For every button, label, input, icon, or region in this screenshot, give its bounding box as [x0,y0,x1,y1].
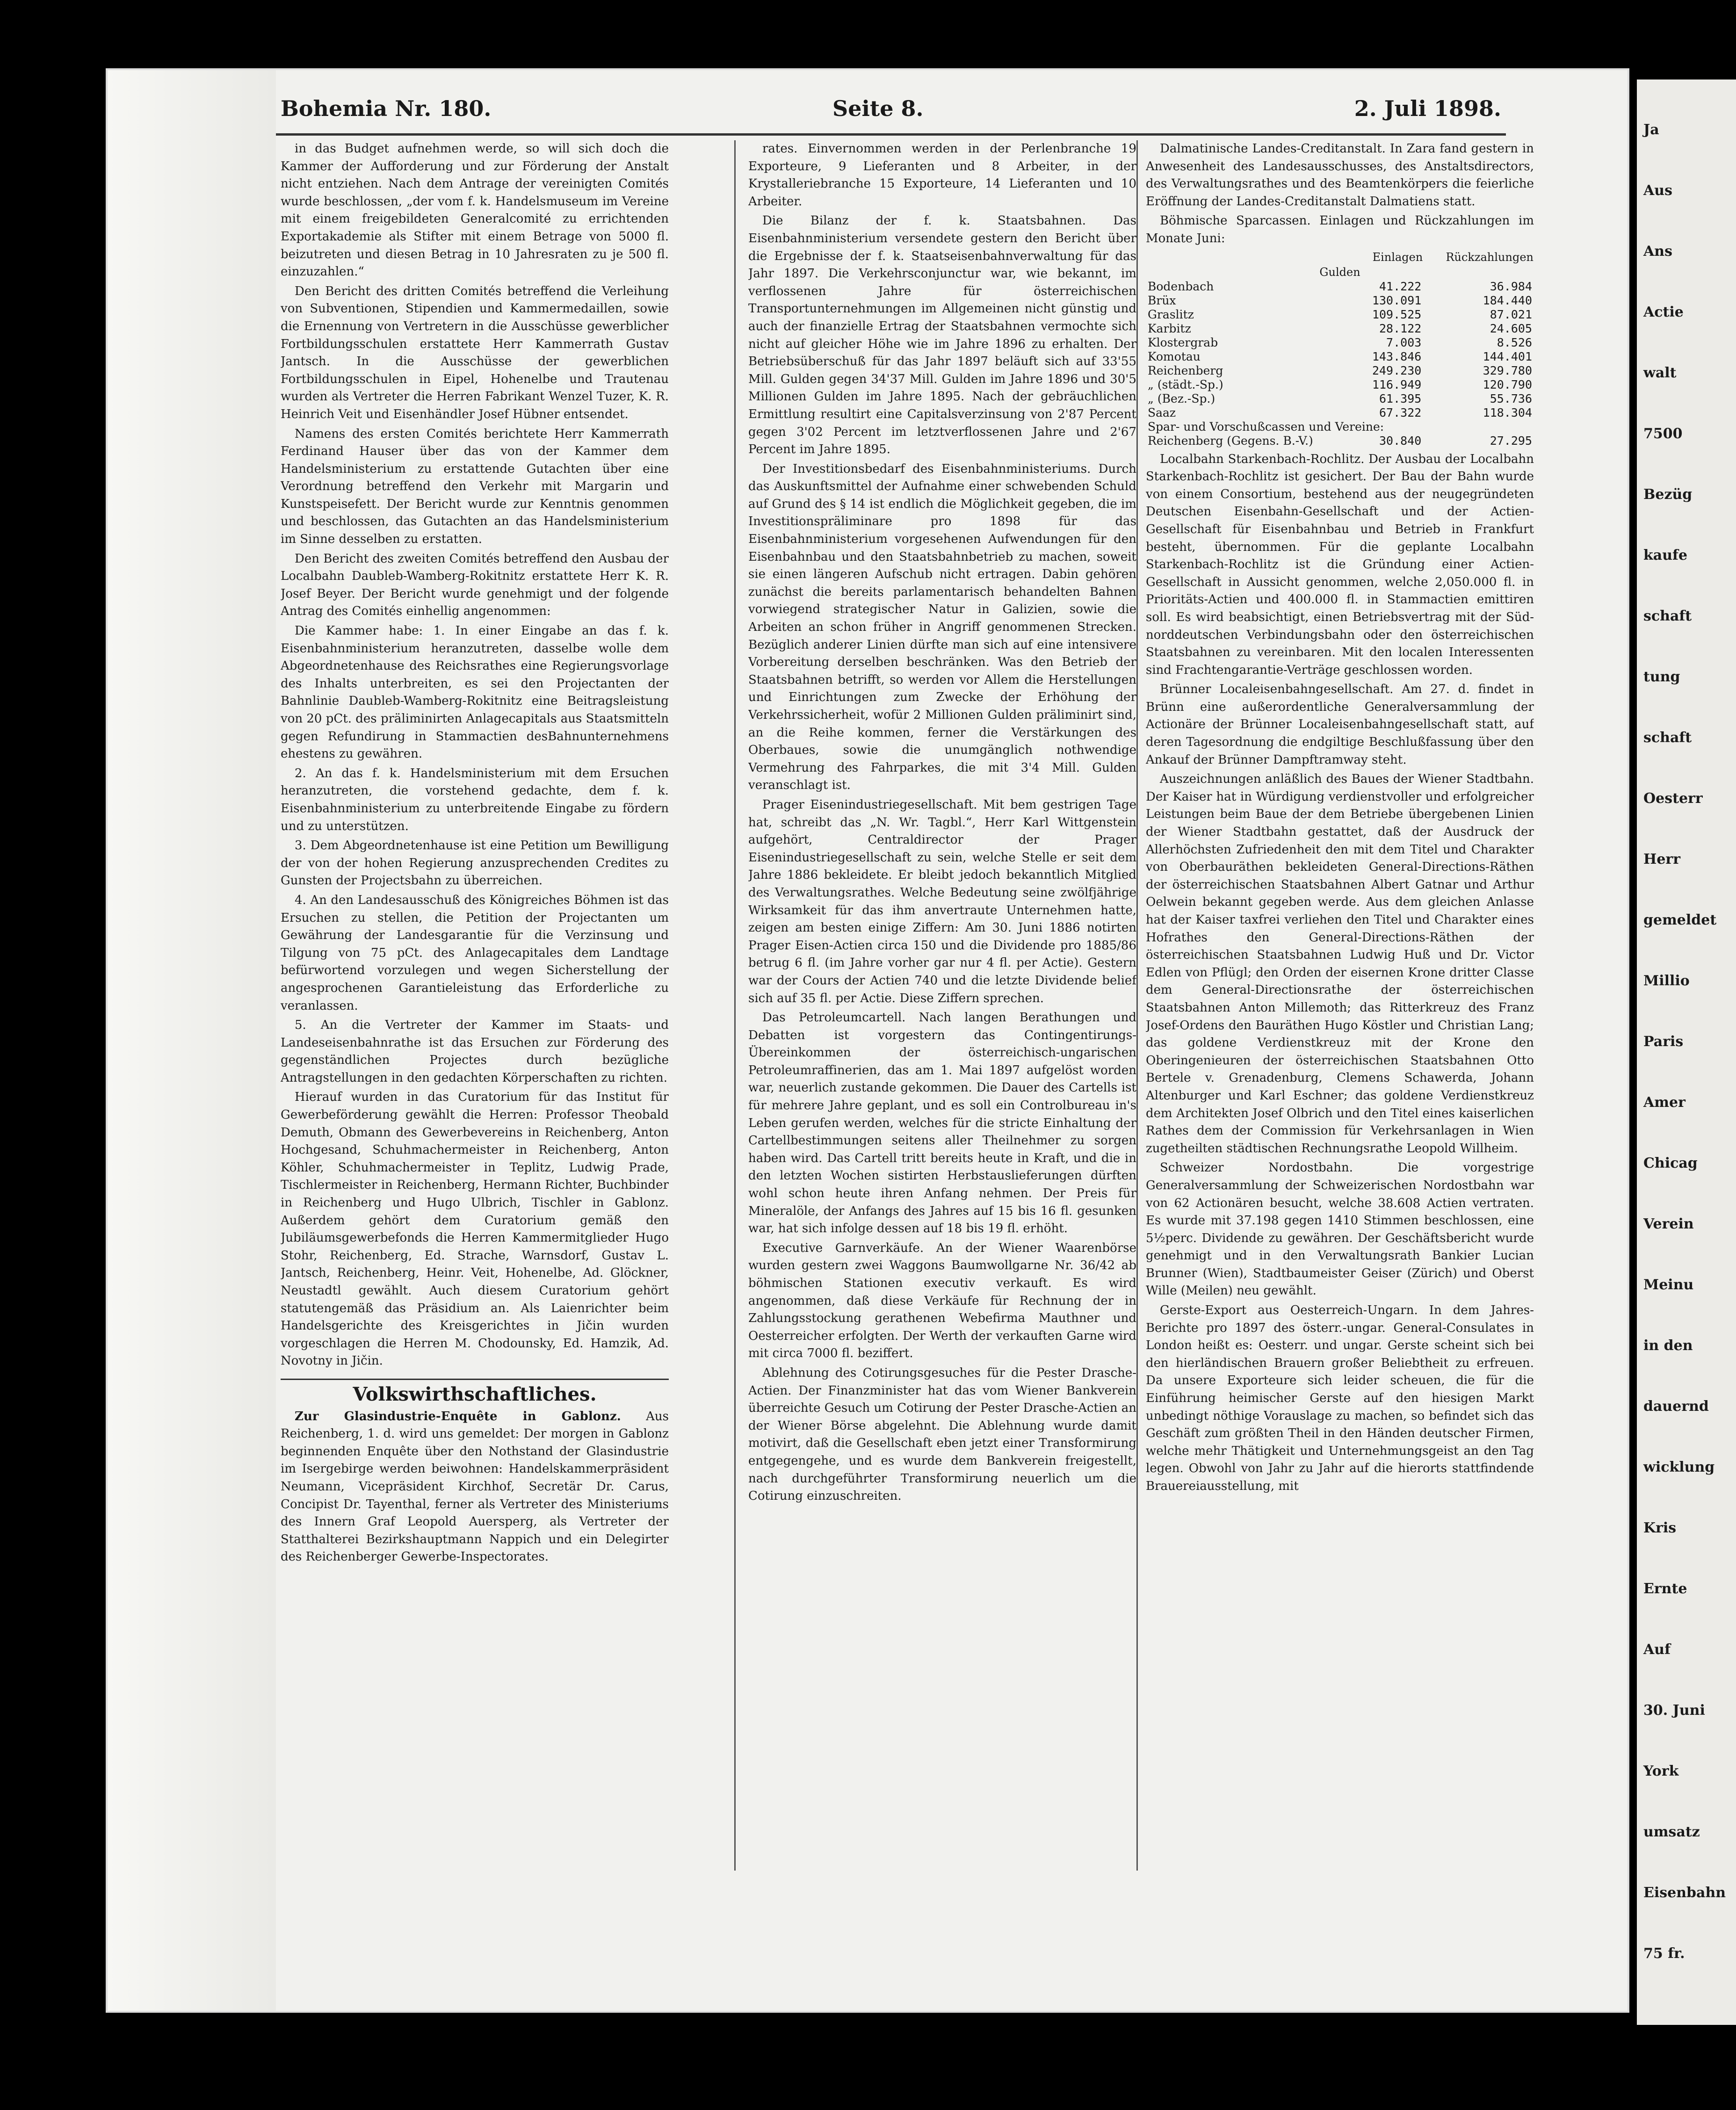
adjacent-page-fragment: Meinu [1643,1277,1694,1293]
adjacent-page-fragment: Oesterr [1643,790,1703,807]
table-cell: 249.230 [1372,363,1422,377]
adjacent-page-fragment: Auf [1643,1641,1671,1658]
header-issue: Bohemia Nr. 180. [281,96,492,121]
paragraph: 5. An die Vertreter der Kammer im Staats- und Landeseisenbahnrathe ist das Ersuchen zur Förderung des gegenständlichen Projectes durch bezügliche Antragstellungen in den gedachten Körperschaften zu richten. [281,1018,669,1085]
paragraph: 4. An den Landesausschuß des Königreiches Böhmen ist das Ersuchen zu stellen, die Petition der Projectanten um Gewährung der Landesgarantie für die Verzinsung und Tilgung von 75 pCt. des Anlagecapitales dem Landtage befürwortend vorzulegen und wegen Sicherstellung der angesprochenen Garantieleistung das Erforderliche zu veranlassen. [281,893,669,1013]
paragraph: Executive Garnverkäufe. An der Wiener Waarenbörse wurden gestern zwei Waggons Baumwollgarne Nr. 36/42 ab böhmischen Stationen executiv verkauft. Es wird angenommen, daß diese Verkäufe für Rechnung der in Zahlungsstockung gerathenen Webefirma Mauthner und Oesterreicher erfolgten. Der Werth der verkauften Garne wird mit circa 7000 fl. beziffert. [748,1241,1136,1361]
paragraph: Namens des ersten Comités berichtete Herr Kammerrath Ferdinand Hauser über das von der Kammer dem Handelsministerium zu erstattende Gutachten über eine Verordnung betreffend den Verkehr mit Margarin und Kunstspeisefett. Der Bericht wurde zur Kenntnis genommen und beschlossen, das Gutachten an das Handelsministerium im Sinne desselben zu erstatten. [281,426,669,547]
adjacent-page-fragment: walt [1643,365,1677,381]
table-cell: 120.790 [1483,377,1532,391]
table-row [1146,294,1534,308]
adjacent-page-fragment: schaft [1643,608,1692,624]
table-header-cell: Rückzahlungen [1446,250,1533,264]
table-cell: „ (städt.-Sp.) [1148,377,1223,391]
table-cell: 7.003 [1386,335,1422,349]
header-date: 2. Juli 1898. [1354,96,1501,121]
paragraph: Den Bericht des zweiten Comités betreffend den Ausbau der Localbahn Daubleb-Wamberg-Rokitnitz erstattete Herr K. R. Josef Beyer. Der Bericht wurde genehmigt und der folgende Antrag des Comités einhellig angenommen: [281,551,669,619]
table-row [1146,406,1534,420]
table-subheading-row [1146,420,1534,434]
adjacent-page-fragment: wicklung [1643,1459,1715,1475]
paragraph: Auszeichnungen anläßlich des Baues der Wiener Stadtbahn. Der Kaiser hat in Würdigung verdienstvoller und erfolgreicher Leistungen beim Baue der dem Betriebe übergebenen Linien der Wiener Stadtbahn gestattet, daß der Ausdruck der Allerhöchsten Zufriedenheit den mit dem Titel und Charakter von Oberbauräthen bekleideten General-Directions-Räthen der österreichischen Staatsbahnen Albert Gatnar und Arthur Oelwein bekannt gegeben werde. Aus dem gleichen Anlasse hat der Kaiser taxfrei verliehen den Titel und Charakter eines Hofrathes den General-Directions-Räthen der österreichischen Staatsbahnen Ludwig Huß und Dr. Victor Edlen von Pflügl; den Orden der eisernen Krone dritter Classe dem General-Directionsrathe der österreichischen Staatsbahnen Anton Millemoth; das Ritterkreuz des Franz Josef-Ordens den Bauräthen Hugo Köstler und Christian Lang; das goldene Verdienstkreuz mit der Krone den Oberingenieuren der österreichischen Staatsbahnen Otto Bertele v. Grenadenburg, Clemens Schawerda, Johann Altenburger und Karl Eschner; das goldene Verdienstkreuz dem Architekten Josef Olbrich und den Titel eines kaiserlichen Rathes dem der Commission für Verkehrsanlagen in Wien zugetheilten städtischen Rechnungsrathe Leopold Willheim. [1146,772,1534,1156]
adjacent-page-fragment: 30. Juni [1643,1702,1705,1719]
table-body [1146,280,1534,448]
table-row [1146,364,1534,378]
column-3-paragraphs [1146,451,1534,1496]
adjacent-page-fragment: Verein [1643,1216,1694,1232]
paragraph: Gerste-Export aus Oesterreich-Ungarn. In dem Jahres-Berichte pro 1897 des österr.-ungar. General-Consulates in London heißt es: Oesterr. und ungar. Gerste scheint sich bei den hierländischen Brauern großer Beliebtheit zu erfreuen. Da unsere Exporteure sich leider scheuen, die für die Einführung heimischer Gerste auf den hiesigen Markt unbedingt nöthige Vorauslage zu machen, so befindet sich das Geschäft zum größten Theil in den Händen deutscher Firmen, welche mehr Thätigkeit und Unternehmungsgeist an den Tag legen. Obwohl von Jahr zu Jahr auf die hierorts stattfindende Brauereiausstellung, mit [1146,1303,1534,1493]
adjacent-page-fragment: Aus [1643,182,1672,199]
adjacent-page-fragment: schaft [1643,730,1692,746]
adjacent-page-fragment: Ans [1643,243,1672,260]
adjacent-page-fragment: Eisenbahn [1643,1885,1726,1901]
table-header-cell [1146,250,1357,265]
table-header-cell: Einlagen [1372,250,1423,264]
table-row [1146,322,1534,336]
table-cell: 118.304 [1483,405,1532,419]
header-page-number: Seite 8. [832,96,924,121]
table-row [1146,308,1534,322]
adjacent-page-fragment: Paris [1643,1033,1684,1050]
table-cell: Klostergrab [1148,335,1218,349]
article-headline: Zur Glasindustrie-Enquête in Gablonz. [295,1409,621,1424]
adjacent-page-edge [1637,79,1736,2025]
table-row [1146,336,1534,350]
adjacent-page-fragment: Bezüg [1643,486,1693,503]
table-cell: 329.780 [1483,363,1532,377]
adjacent-page-fragment: Chicag [1643,1155,1698,1171]
table-cell: Reichenberg [1148,363,1223,377]
table-row [1146,434,1534,448]
adjacent-page-fragment: kaufe [1643,547,1688,564]
column-rule-1 [734,140,736,1871]
sparcassen-table [1146,250,1534,448]
paragraph: Ablehnung des Cotirungsgesuches für die Pester Drasche-Actien. Der Finanzminister hat das vom Wiener Bankverein überreichte Gesuch um Cotirung der Pester Drasche-Actien an der Wiener Börse abgelehnt. Die Ablehnung wurde damit motivirt, daß die Gesellschaft eben jetzt einer Transformirung entgegengehe, und es wurde dem Bankverein freigestellt, nach durchgeführter Transformirung neuerlich um die Cotirung einzuschreiten. [748,1366,1136,1503]
section-title: Volkswirthschaftliches. [281,1379,669,1403]
adjacent-page-fragment: Ja [1643,122,1659,138]
table-row [1146,392,1534,406]
adjacent-page-fragment: York [1643,1763,1679,1779]
table-cell: 144.401 [1483,349,1532,363]
adjacent-page-fragment: Kris [1643,1520,1677,1536]
article-text: Aus Reichenberg, 1. d. wird uns gemeldet: Der morgen in Gablonz beginnenden Enquête über den Nothstand der Glasindustrie im Isergebirge werden beiwohnen: Handelskammerpräsident Neumann, Vicepräsident Kirchhof, Secretär Dr. Carus, Concipist Dr. Tayenthal, ferner als Vertreter des Ministeriums des Innern Graf Leopold Auersperg, als Vertreter der Statthalterei Bezirkshauptmann Nappich und ein Delegirter des Reichenberger Gewerbe-Inspectorates. [281,1409,669,1564]
paragraph: Prager Eisenindustriegesellschaft. Mit bem gestrigen Tage hat, schreibt das „N. Wr. Tagbl.“, Herr Karl Wittgenstein aufgehört, Centraldirector der Prager Eisenindustriegesellschaft zu sein, welche Stelle er seit dem Jahre 1886 bekleidete. Er bleibt jedoch bekanntlich Mitglied des Verwaltungsrathes. Welche Bedeutung seine zwölfjährige Wirksamkeit für das ihm anvertraute Unternehmen hatte, zeigen am besten einige Ziffern: Am 30. Juni 1886 notirten Prager Eisen-Actien circa 150 und die Dividende pro 1885/86 betrug 6 fl. (im Jahre vorher gar nur 4 fl. per Actie). Gestern war der Cours der Actien 740 und die letzte Dividende belief sich auf 35 fl. per Actie. Diese Ziffern sprechen. [748,797,1136,1005]
paragraph: Hierauf wurden in das Curatorium für das Institut für Gewerbeförderung gewählt die Herren: Professor Theobald Demuth, Obmann des Gewerbevereins in Reichenberg, Anton Hochgesand, Schuhmachermeister in Reichenberg, Anton Köhler, Schuhmachermeister in Teplitz, Ludwig Prade, Tischlermeister in Reichenberg, Hermann Richter, Buchbinder in Reichenberg und Hugo Ulbrich, Tischler in Gablonz. Außerdem gehört dem Curatorium gemäß den Jubiläumsgewerbefonds die Herren Kammermitglieder Hugo Stohr, Reichenberg, Ed. Strache, Warnsdorf, Gustav L. Jantsch, Reichenberg, Heinr. Veit, Hohenelbe, Ad. Glöckner, Neustadtl gewählt. Auch diesem Curatorium gehört statutengemäß das Präsidium an. Als Laienrichter beim Handelsgerichte des Kreisgerichtes in Jičin wurden vorgeschlagen die Herren M. Chodounsky, Ed. Hamzik, Ad. Novotny in Jičin. [281,1090,669,1368]
table-cell: 184.440 [1483,293,1532,307]
adjacent-page-fragment: 7500 [1643,426,1683,442]
table-header-row [1146,250,1534,265]
adjacent-page-fragment: Millio [1643,973,1690,989]
table-cell: 24.605 [1490,321,1532,335]
paragraph: rates. Einvernommen werden in der Perlenbranche 19 Exporteure, 9 Lieferanten und 8 Arbeiter, in der Krystalleriebranche 15 Exporteure, 14 Lieferanten und 10 Arbeiter. [748,142,1136,209]
table-cell: Saaz [1148,405,1176,419]
table-cell: 27.295 [1490,434,1532,448]
page-margin-fold [108,70,276,2011]
paragraph: Localbahn Starkenbach-Rochlitz. Der Ausbau der Localbahn Starkenbach-Rochlitz ist gesichert. Der Bau der Bahn wurde von einem Consortium, bestehend aus der neugegründeten Deutschen Eisenbahn-Gesellschaft und der Actien-Gesellschaft für Eisenbahnbau und Betrieb in Frankfurt besteht, übernommen. Für die geplante Localbahn Starkenbach-Rochlitz ist die Gründung einer Actien-Gesellschaft in Aussicht genommen, welche 2,050.000 fl. in Prioritäts-Actien und 400.000 fl. in Stammactien emittiren soll. Es wird beabsichtigt, einen Betriebsvertrag mit der Süd-norddeutschen Verbindungsbahn oder den österreichischen Staatsbahnen zu vereinbaren. Mit den localen Interessenten sind Frachtengarantie-Verträge geschlossen worden. [1146,452,1534,677]
table-cell: 87.021 [1490,307,1532,321]
table-cell: 8.526 [1497,335,1532,349]
paragraph: Schweizer Nordostbahn. Die vorgestrige Generalversammlung der Schweizerischen Nordostbahn war von 62 Actionären besucht, welche 38.608 Actien vertraten. Es wurde mit 37.198 gegen 1410 Stimmen beschlossen, eine 5½perc. Dividende zu gewähren. Der Geschäftsbericht wurde genehmigt und in den Verwaltungsrath Bankier Lucian Brunner (Wien), Stadtbaumeister Geiser (Zürich) und Oberst Wille (Meilen) neu gewählt. [1146,1161,1534,1298]
table-cell: Brüx [1148,293,1176,307]
column-1-paragraphs [281,140,669,1370]
table-cell: 143.846 [1372,349,1422,363]
adjacent-page-fragments [1637,120,1736,1964]
paragraph: Der Investitionsbedarf des Eisenbahnministeriums. Durch das Auskunftsmittel der Aufnahme einer schwebenden Schuld auf Grund des § 14 ist endlich die Möglichkeit gegeben, die im Investitionspräliminare pro 1898 für das Eisenbahnministerium vorgesehenen Aufwendungen für den Eisenbahnbau und den Staatsbahnbetrieb zu machen, soweit sie einen längeren Aufschub nicht ertragen. Dabin gehören zunächst die bereits parlamentarisch behandelten Bahnen vorwiegend strategischer Natur in Galizien, sowie die Arbeiten an schon früher in Angriff genommenen Strecken. Bezüglich anderer Linien dürfte man sich auf eine intensivere Vorbereitung derselben beschränken. Was den Betrieb der Staatsbahnen betrifft, so werden vor Allem die Herstellungen und Einrichtungen zum Zwecke der Erhöhung der Verkehrssicherheit, wofür 2 Millionen Gulden präliminirt sind, an die Reihe kommen, ferner die Verstärkungen des Oberbaues, sowie die unumgänglich nothwendige Vermehrung des Fahrparkes, die mit 3'4 Mill. Gulden veranschlagt ist. [748,462,1136,793]
page-header [276,96,1506,136]
column-2-paragraphs [748,140,1136,1505]
table-cell: 36.984 [1490,279,1532,293]
table-cell: 41.222 [1379,279,1422,293]
adjacent-page-fragment: Actie [1643,304,1684,320]
paragraph: Böhmische Sparcassen. Einlagen und Rückzahlungen im Monate Juni: [1146,214,1534,246]
adjacent-page-fragment: Herr [1643,851,1681,867]
column-2 [748,140,1136,1880]
column-1 [281,140,669,1894]
table-cell: Komotau [1148,349,1201,363]
table-cell: 61.395 [1379,391,1422,405]
table-cell: 116.949 [1372,377,1422,391]
table-cell: Karbitz [1148,321,1191,335]
paragraph: Dalmatinische Landes-Creditanstalt. In Zara fand gestern in Anwesenheit des Landesausschusses, des Anstaltsdirectors, des Verwaltungsrathes und des Beamtenkörpers die feierliche Eröffnung der Landes-Creditanstalt Dalmatiens statt. [1146,142,1534,209]
table-cell: 67.322 [1379,405,1422,419]
table-cell: Bodenbach [1148,279,1214,293]
table-cell: 28.122 [1379,321,1422,335]
adjacent-page-fragment: in den [1643,1337,1693,1354]
paragraph: Den Bericht des dritten Comités betreffend die Verleihung von Subventionen, Stipendien und Kammermedaillen, sowie die Ernennung von Vertretern in die Ausschüsse gewerblicher Fortbildungsschulen erstattete Herr Kammerrath Gustav Jantsch. In die Ausschüsse der gewerblichen Fortbildungsschulen in Eipel, Hohenelbe und Trautenau wurden als Vertreter die Herren Fabrikant Wenzel Tuzer, K. R. Heinrich Veit und Eisenhändler Josef Hübner entsendet. [281,284,669,421]
table-cell: Reichenberg (Gegens. B.-V.) [1148,434,1313,448]
adjacent-page-fragment: 75 fr. [1643,1945,1685,1962]
table-row [1146,280,1534,294]
column-3-intro [1146,140,1534,248]
paragraph: Brünner Localeisenbahngesellschaft. Am 27. d. findet in Brünn eine außerordentliche Generalversammlung der Actionäre der Brünner Localeisenbahngesellschaft statt, auf deren Tagesordnung die endgiltige Beschlußfassung über den Ankauf der Brünner Dampftramway steht. [1146,682,1534,767]
adjacent-page-fragment: Ernte [1643,1581,1687,1597]
table-cell: 109.525 [1372,307,1422,321]
table-cell: Graslitz [1148,307,1194,321]
column-3 [1146,140,1534,1880]
table-cell: 55.736 [1490,391,1532,405]
adjacent-page-fragment: gemeldet [1643,912,1717,928]
table-unit: Gulden [1319,265,1360,279]
adjacent-page-fragment: dauernd [1643,1398,1709,1415]
table-row [1146,350,1534,364]
adjacent-page-fragment: Amer [1643,1094,1685,1111]
paragraph: Die Bilanz der f. k. Staatsbahnen. Das Eisenbahnministerium versendete gestern den Bericht über die Ergebnisse der f. k. Staatseisenbahnverwaltung für das Jahr 1897. Die Verkehrsconjunctur war, wie bekannt, im verflossenen Jahre für österreichischen Transportunternehmungen im Allgemeinen nicht günstig und auch der finanzielle Ertrag der Staatsbahnen vermochte sich nicht auf gleicher Höhe wie im Jahre 1896 zu erhalten. Der Betriebsüberschuß für das Jahr 1897 beläuft sich auf 33'55 Mill. Gulden gegen 34'37 Mill. Gulden im Jahre 1896 und 30'5 Millionen Gulden im Jahre 1895. Nach der gebräuchlichen Ermittlung resultirt eine Capitalsverzinsung von 2'87 Percent gegen 3'02 Percent im letztverflossenen Jahre und 2'67 Percent im Jahre 1895. [748,214,1136,457]
column-rule-2 [1136,140,1138,1871]
table-cell: 30.840 [1379,434,1422,448]
adjacent-page-fragment: umsatz [1643,1824,1700,1840]
paragraph: Die Kammer habe: 1. In einer Eingabe an das f. k. Eisenbahnministerium heranzutreten, dasselbe wolle dem Abgeordnetenhause des Reichsrathes eine Regierungsvorlage des Inhalts unterbreiten, es sei den Projectanten der Bahnlinie Daubleb-Wamberg-Rokitnitz eine Beitragsleistung von 20 pCt. des präliminirten Anlagecapitals aus Staatsmitteln gegen Refundirung in Stammactien desBahnunternehmens ehestens zu gewähren. [281,624,669,761]
paragraph: 2. An das f. k. Handelsministerium mit dem Ersuchen heranzutreten, die vorstehend gedachte, dem f. k. Eisenbahnministerium zu unterbreitende Eingabe zu fördern und zu unterstützen. [281,766,669,833]
article-glasindustrie [281,1408,669,1566]
table-cell: „ (Bez.-Sp.) [1148,391,1215,405]
table-cell: 130.091 [1372,293,1422,307]
adjacent-page-fragment: tung [1643,669,1680,685]
table-unit-row [1146,265,1534,280]
paragraph: Das Petroleumcartell. Nach langen Berathungen und Debatten ist vorgestern das Contingentirungs-Übereinkommen der österreichisch-ungarischen Petroleumraffinerien, das am 1. Mai 1897 aufgelöst worden war, neuerlich zustande gekommen. Die Dauer des Cartells ist für mehrere Jahre geplant, und es soll ein Controlbureau in's Leben gerufen werden, welches für die stricte Einhaltung der Cartellbestimmungen seitens aller Theilnehmer zu sorgen haben wird. Das Cartell tritt bereits heute in Kraft, und die in den letzten Wochen sistirten Herbstauslieferungen dürften wohl schon heute ihren Anfang nehmen. Der Preis für Mineralöle, der Anfangs des Jahres auf 15 bis 16 fl. gesunken war, hat sich infolge dessen auf 18 bis 19 fl. erhöht. [748,1011,1136,1236]
table-subheading: Spar- und Vorschußcassen und Vereine: [1148,419,1384,434]
paragraph: 3. Dem Abgeordnetenhause ist eine Petition um Bewilligung der von der hohen Regierung anzusprechenden Credites zu Gunsten der Projectsbahn zu überreichen. [281,838,669,888]
table-row [1146,378,1534,392]
paragraph: in das Budget aufnehmen werde, so will sich doch die Kammer der Aufforderung und zur Förderung der Anstalt nicht entziehen. Nach dem Antrage der vereinigten Comités wurde beschlossen, „der vom f. k. Handelsmuseum im Vereine mit einem freigebildeten Generalcomité zu errichtenden Exportakademie als Stifter mit einem Betrage von 5000 fl. beizutreten und diesen Betrag in 10 Jahresraten zu je 500 fl. einzuzahlen.“ [281,142,669,279]
